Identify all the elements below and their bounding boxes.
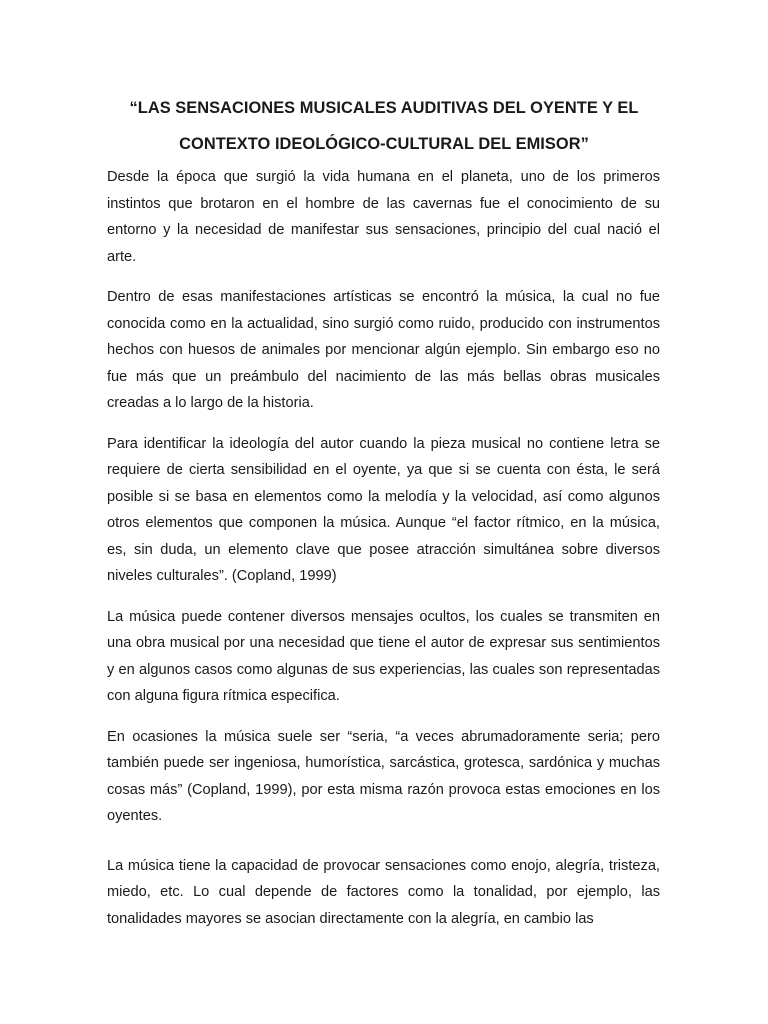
document-title: “LAS SENSACIONES MUSICALES AUDITIVAS DEL OYENTE Y EL CONTEXTO IDEOLÓGICO-CULTURAL DEL EMISOR” bbox=[129, 99, 639, 153]
paragraph-2: Dentro de esas manifestaciones artísticas se encontró la música, la cual no fue conocida como en la actualidad, sino surgió como ruido, producido con instrumentos hechos con huesos de animales por mencionar algún ejemplo. Sin embargo eso no fue más que un preámbulo del nacimiento de las más bellas obras musicales creadas a lo largo de la historia. bbox=[107, 289, 660, 411]
paragraph-4: La música puede contener diversos mensajes ocultos, los cuales se transmiten en una obra musical por una necesidad que tiene el autor de expresar sus sentimientos y en algunos casos como algunas de sus experiencias, las cuales son representadas con alguna figura rítmica especifica. bbox=[107, 608, 660, 704]
paragraph-6: La música tiene la capacidad de provocar sensaciones como enojo, alegría, tristeza, miedo, etc. Lo cual depende de factores como la tonalidad, por ejemplo, las tonalidades mayores se asocian directamente con la alegría, en cambio las bbox=[107, 857, 660, 927]
document-body bbox=[107, 164, 660, 946]
paragraph-5: En ocasiones la música suele ser “seria, “a veces abrumadoramente seria; pero también puede ser ingeniosa, humorística, sarcástica, grotesca, sardónica y muchas cosas más” (Copland, 1999), por esta misma razón provoca estas emociones en los oyentes. bbox=[107, 728, 660, 824]
paragraph-1: Desde la época que surgió la vida humana en el planeta, uno de los primeros instintos que brotaron en el hombre de las cavernas fue el conocimiento de su entorno y la necesidad de manifestar sus sensaciones, principio del cual nació el arte. bbox=[107, 169, 660, 265]
paragraph-3: Para identificar la ideología del autor cuando la pieza musical no contiene letra se requiere de cierta sensibilidad en el oyente, ya que si se cuenta con ésta, le será posible si se basa en elementos como la melodía y la velocidad, así como algunos otros elementos que componen la música. Aunque “el factor rítmico, en la música, es, sin duda, un elemento clave que posee atracción simultánea sobre diversos niveles culturales”. (Copland, 1999) bbox=[107, 435, 660, 584]
